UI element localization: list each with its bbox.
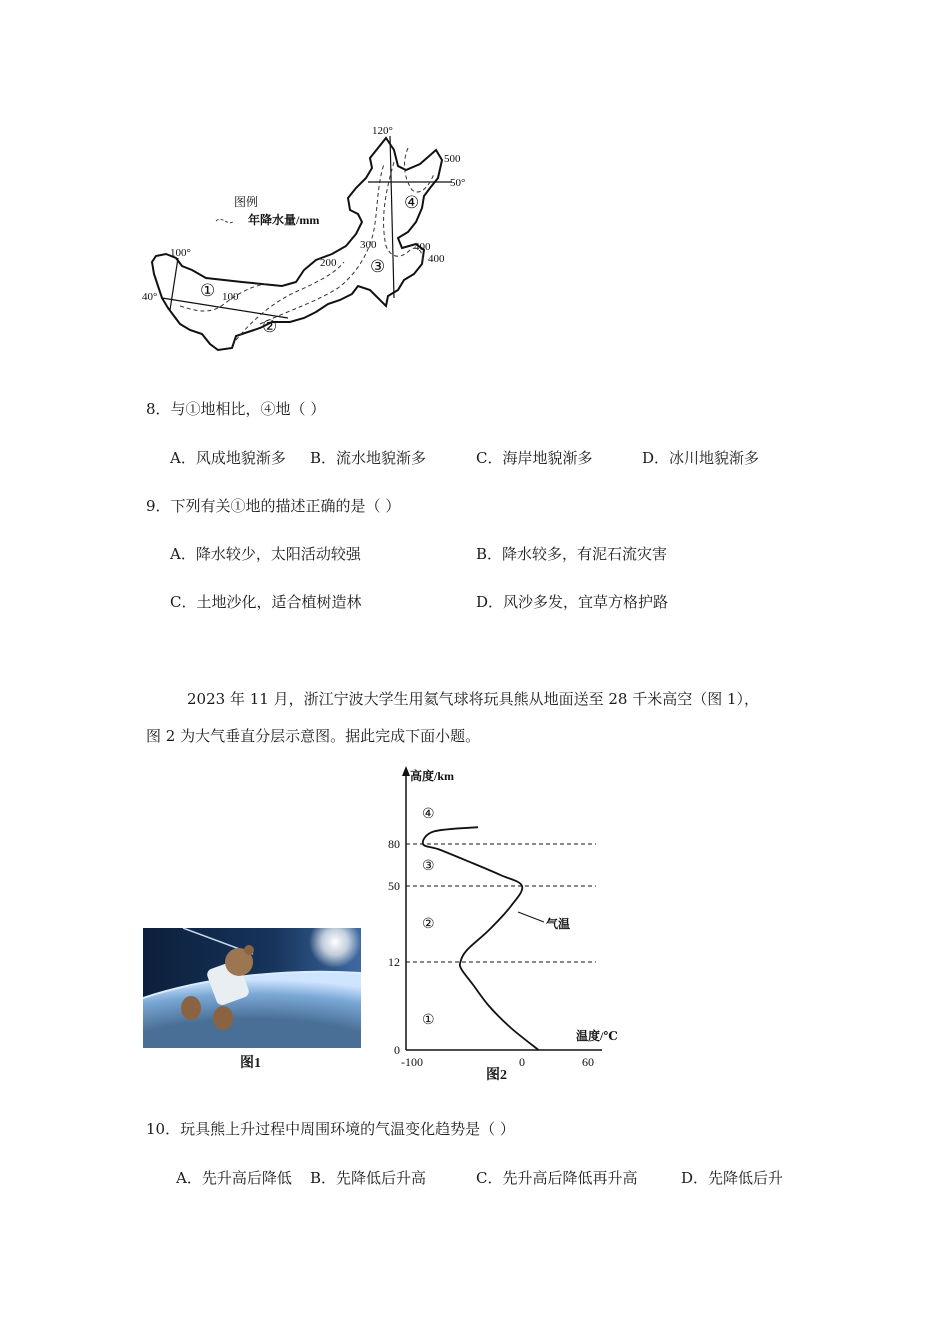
- meridian-100: [170, 258, 178, 310]
- q8-option-a: A．风成地貌渐多: [170, 449, 286, 467]
- question-10-stem: 10．玩具熊上升过程中周围环境的气温变化趋势是（ ）: [146, 1120, 515, 1138]
- temperature-curve: [423, 827, 539, 1050]
- curve-label-leader: [518, 912, 544, 922]
- label-iso-400a: 400: [414, 241, 431, 253]
- y-axis-arrow-icon: [402, 766, 410, 776]
- question-9-stem: 9．下列有关①地的描述正确的是（ ）: [146, 497, 401, 515]
- layer-label-4: ④: [422, 807, 435, 822]
- label-lon-100: 100°: [170, 247, 191, 259]
- isohyet-200: [236, 262, 344, 340]
- y-tick-label-12: 12: [388, 955, 400, 969]
- passage-line-1: 2023 年 11 月，浙江宁波大学生用氦气球将玩具熊从地面送至 28 千米高空（图 1），: [187, 690, 760, 708]
- y-tick-label-80: 80: [388, 837, 400, 851]
- y-tick-label-0: 0: [394, 1043, 400, 1057]
- legend-line: [216, 219, 234, 222]
- x-tick-label-60: 60: [582, 1055, 594, 1068]
- figure-2-chart: [370, 762, 640, 1068]
- layer-label-1: ①: [422, 1013, 435, 1028]
- q8-option-d: D．冰川地貌渐多: [642, 449, 760, 467]
- q9-option-d: D．风沙多发，宜草方格护路: [476, 593, 669, 611]
- legend-item: 年降水量/mm: [248, 213, 320, 227]
- q9-option-c: C．土地沙化，适合植树造林: [170, 593, 362, 611]
- region-outline: [152, 138, 442, 350]
- legend-title: 图例: [234, 195, 259, 209]
- x-axis-label: 温度/℃: [576, 1029, 618, 1043]
- figure-1-caption: 图1: [240, 1056, 261, 1071]
- label-iso-200: 200: [320, 257, 337, 269]
- x-tick-label--100: -100: [401, 1055, 423, 1068]
- label-iso-100: 100: [222, 291, 239, 303]
- q10-option-b: B．先降低后升高: [310, 1169, 427, 1187]
- meridian-120: [390, 136, 394, 298]
- label-iso-300: 300: [360, 239, 377, 251]
- q10-option-a: A．先升高后降低: [176, 1169, 292, 1187]
- y-axis-label: 高度/km: [410, 769, 455, 783]
- label-lon-120: 120°: [372, 125, 393, 137]
- q9-option-b: B．降水较多，有泥石流灾害: [476, 545, 668, 563]
- layer-label-2: ②: [422, 917, 435, 932]
- x-tick-label-0: 0: [519, 1055, 525, 1068]
- figure-2-caption: 图2: [486, 1068, 507, 1083]
- label-lat-50: 50°: [450, 177, 466, 189]
- passage-line-2: 图 2 为大气垂直分层示意图。据此完成下面小题。: [146, 727, 481, 745]
- curve-label: 气温: [546, 917, 571, 931]
- q10-option-c: C．先升高后降低再升高: [476, 1169, 638, 1187]
- region-label-4: ④: [404, 193, 420, 212]
- label-iso-500: 500: [444, 153, 461, 165]
- y-tick-label-50: 50: [388, 879, 400, 893]
- precipitation-map: [140, 118, 480, 358]
- figure-1-photo: [143, 928, 361, 1048]
- q9-option-a: A．降水较少，太阳活动较强: [170, 545, 361, 563]
- q10-option-d: D．先降低后升: [681, 1169, 784, 1187]
- label-iso-400b: 400: [428, 253, 445, 265]
- region-label-2: ②: [262, 317, 278, 336]
- label-lat-40: 40°: [142, 291, 158, 303]
- region-label-1: ①: [200, 281, 216, 300]
- question-8-stem: 8．与①地相比，④地（ ）: [146, 400, 326, 418]
- q8-option-b: B．流水地貌渐多: [310, 449, 427, 467]
- region-label-3: ③: [370, 257, 386, 276]
- q8-option-c: C．海岸地貌渐多: [476, 449, 593, 467]
- layer-label-3: ③: [422, 859, 435, 874]
